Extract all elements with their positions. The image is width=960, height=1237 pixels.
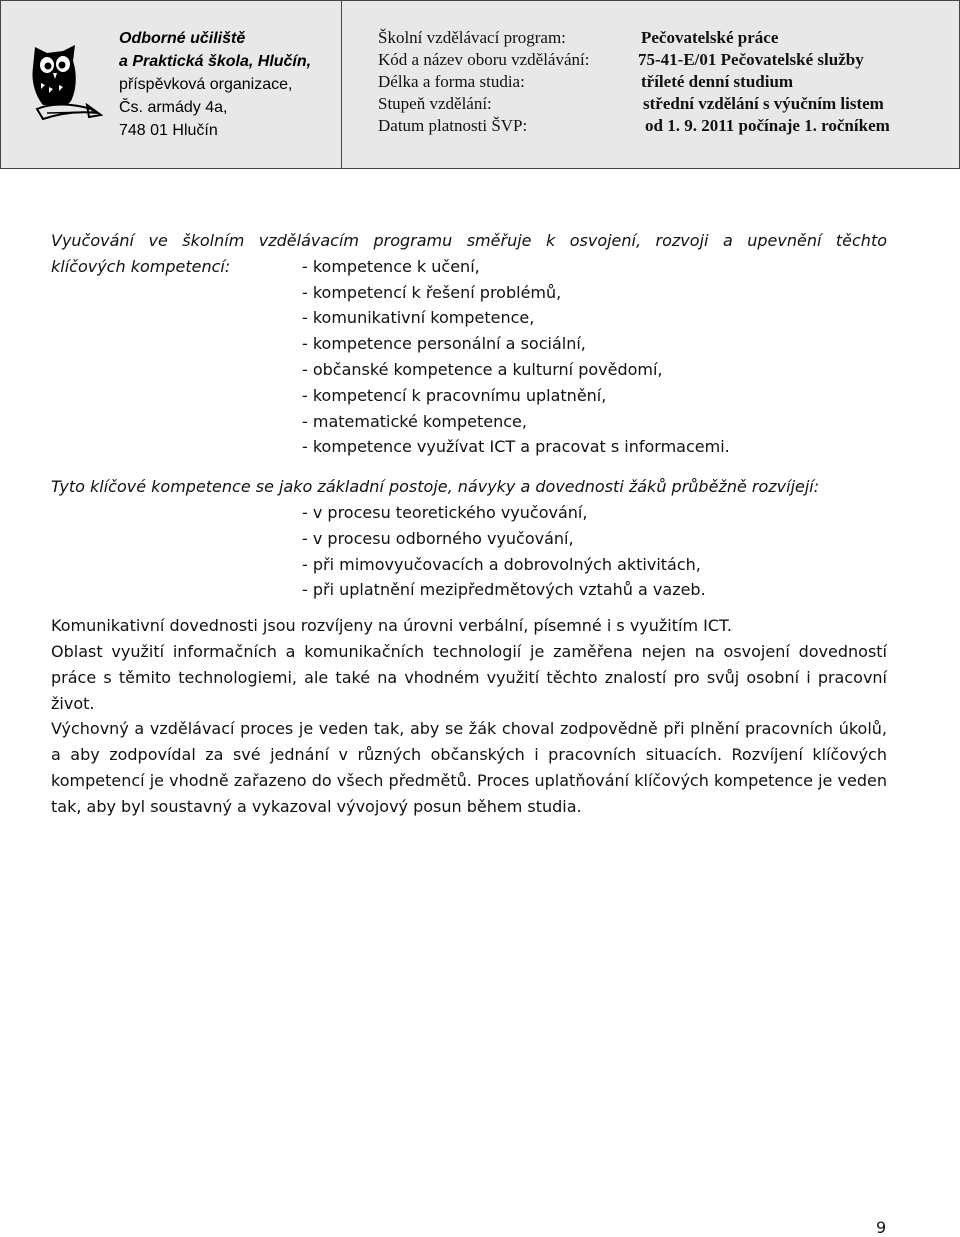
- list-item: - v procesu teoretického vyučování,: [302, 502, 588, 522]
- list-item: - kompetence využívat ICT a pracovat s informacemi.: [302, 437, 730, 457]
- education-level-row: [378, 93, 953, 115]
- school-address-block: [119, 27, 341, 142]
- program-row: [378, 27, 953, 49]
- list-item: - v procesu odborného vyučování,: [302, 528, 574, 548]
- school-logo-owl-icon: [27, 43, 103, 125]
- field-code-value: 75-41-E/01 Pečovatelské služby: [638, 50, 864, 69]
- school-type-line: příspěvková organizace,: [119, 76, 293, 93]
- list-item: - při mimovyučovacích a dobrovolných aktivitách,: [302, 554, 701, 574]
- list-item: - kompetence k učení,: [302, 256, 480, 276]
- field-code-row: [378, 49, 953, 71]
- program-label: Školní vzdělávací program:: [378, 28, 566, 47]
- development-intro: Tyto klíčové kompetence se jako základní postoje, návyky a dovednosti žáků průběžně rozvíjejí:: [51, 477, 820, 497]
- education-process-paragraph: Výchovný a vzdělávací proces je veden tak, aby se žák choval zodpovědně při plnění pracovních úkolů, a aby zodpovídal za své jednání v různých občanských i pracovních situacích. Rozvíjení klíčových kompetencí je vhodně zařazeno do všech předmětů. Proces uplatňování klíčových kompetence je veden tak, aby byl soustavný a vykazoval vývojový posun během studia.: [51, 719, 887, 816]
- study-length-row: [378, 71, 953, 93]
- field-code-label: Kód a název oboru vzdělávání:: [378, 50, 590, 69]
- program-info-block: [378, 27, 953, 137]
- list-item: - občanské kompetence a kulturní povědomí,: [302, 359, 663, 379]
- education-level-label: Stupeň vzdělání:: [378, 94, 492, 113]
- competences-list: [51, 254, 887, 460]
- document-body: [51, 228, 887, 820]
- development-contexts-list: [51, 500, 887, 603]
- competences-intro: Vyučování ve školním vzdělávacím programu směřuje k osvojení, rozvoji a upevnění těchto: [51, 231, 887, 250]
- education-level-value: střední vzdělání s výučním listem: [643, 94, 884, 113]
- validity-date-label: Datum platnosti ŠVP:: [378, 116, 528, 135]
- document-header: [0, 0, 960, 169]
- study-length-value: tříleté denní studium: [641, 72, 794, 91]
- competences-block: [51, 254, 887, 460]
- list-item: - kompetence personální a sociální,: [302, 334, 586, 354]
- ict-paragraph: Oblast využití informačních a komunikačních technologií je zaměřena nejen na osvojení dovedností práce s těmito technologiemi, ale také na vhodném využití těchto znalostí pro svůj osobní i pracovní život.: [51, 641, 887, 713]
- list-item: - při uplatnění mezipředmětových vztahů a vazeb.: [302, 580, 706, 600]
- header-divider: [341, 1, 342, 168]
- school-city-line: 748 01 Hlučín: [119, 122, 218, 139]
- school-name-line2: a Praktická škola, Hlučín,: [119, 53, 312, 70]
- program-value: Pečovatelské práce: [641, 28, 779, 47]
- list-item: - komunikativní kompetence,: [302, 308, 535, 328]
- validity-date-value: od 1. 9. 2011 počínaje 1. ročníkem: [645, 116, 890, 135]
- list-item: - kompetencí k řešení problémů,: [302, 282, 562, 302]
- list-item: - kompetencí k pracovnímu uplatnění,: [302, 385, 607, 405]
- study-length-label: Délka a forma studia:: [378, 72, 525, 91]
- school-name-line1: Odborné učiliště: [119, 30, 246, 47]
- page-number: 9: [876, 1218, 887, 1237]
- list-item: - matematické kompetence,: [302, 411, 527, 431]
- school-street-line: Čs. armády 4a,: [119, 99, 228, 116]
- validity-date-row: [378, 115, 953, 137]
- competences-label: klíčových kompetencí:: [51, 256, 231, 276]
- communication-paragraph: Komunikativní dovednosti jsou rozvíjeny na úrovni verbální, písemné i s využitím ICT.: [51, 616, 732, 636]
